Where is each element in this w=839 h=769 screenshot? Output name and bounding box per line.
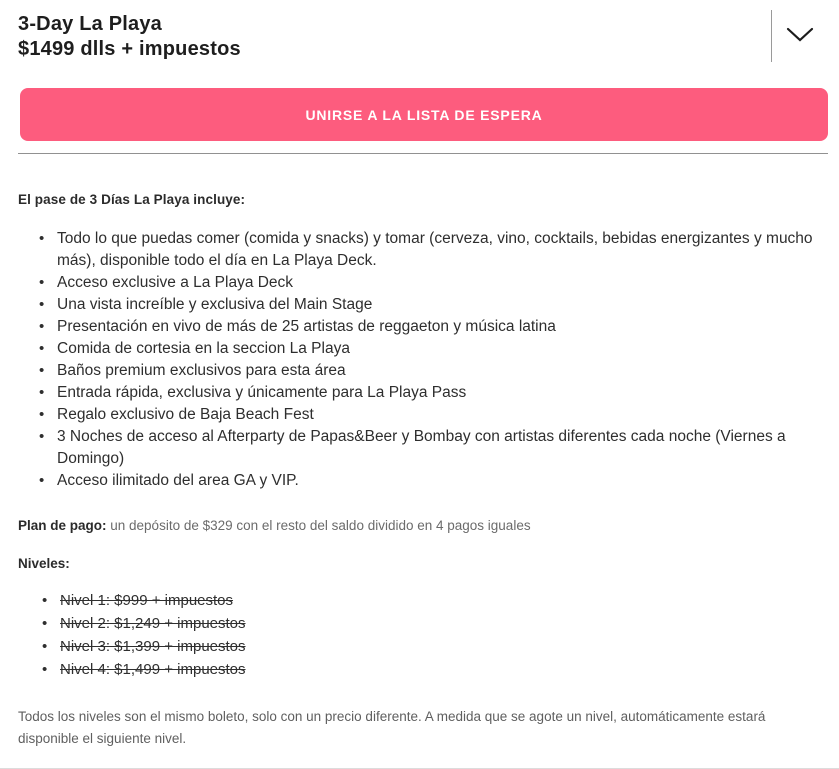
tier-item [18,658,828,681]
list-item: • Una vista increíble y exclusiva del Main Stage [18,294,824,316]
tiers-heading: Niveles: [18,556,70,571]
pass-title: 3-Day La Playa [18,13,162,35]
pass-price: $1499 dlls + impuestos [18,38,241,60]
ticket-titles [18,10,241,62]
chevron-down-icon [786,27,814,46]
tier-item-text: Nivel 4: $1,499 + impuestos [60,661,246,678]
includes-heading: El pase de 3 Días La Playa incluye: [18,192,246,207]
tiers-list [18,589,828,681]
list-item: • Regalo exclusivo de Baja Beach Fest [18,404,824,426]
tier-item [18,589,828,612]
tier-item-text: Nivel 3: $1,399 + impuestos [60,638,246,655]
list-item: • Acceso exclusive a La Playa Deck [18,272,824,294]
expand-collapse-button[interactable] [772,10,828,62]
list-item: • Comida de cortesia en la seccion La Playa [18,338,824,360]
tier-item-text: Nivel 2: $1,249 + impuestos [60,615,246,632]
payment-plan-label: Plan de pago: [18,518,107,533]
ticket-header [18,10,828,62]
includes-list [18,228,824,492]
list-item: • Entrada rápida, exclusiva y únicamente para La Playa Pass [18,382,824,404]
header-controls [771,10,828,62]
join-waitlist-button[interactable]: UNIRSE A LA LISTA DE ESPERA [20,88,828,141]
list-item: • Presentación en vivo de más de 25 artistas de reggaeton y música latina [18,316,824,338]
tier-item [18,612,828,635]
tier-item [18,635,828,658]
tiers-footnote: Todos los niveles son el mismo boleto, solo con un precio diferente. A medida que se agote un nivel, automáticamente estará disponible el siguiente nivel. [18,709,766,746]
list-item: • Baños premium exclusivos para esta área [18,360,824,382]
tier-item-text: Nivel 1: $999 + impuestos [60,592,234,609]
payment-plan-text: un depósito de $329 con el resto del saldo dividido en 4 pagos iguales [106,518,531,533]
list-item: • 3 Noches de acceso al Afterparty de Papas&Beer y Bombay con artistas diferentes cada noche (Viernes a Domingo) [18,426,824,470]
list-item: • Todo lo que puedas comer (comida y snacks) y tomar (cerveza, vino, cocktails, bebidas energizantes y mucho más), disponible todo el día en La Playa Deck. [18,228,824,272]
section-divider [18,153,828,154]
payment-plan [18,517,828,535]
list-item: • Acceso ilimitado del area GA y VIP. [18,470,824,492]
